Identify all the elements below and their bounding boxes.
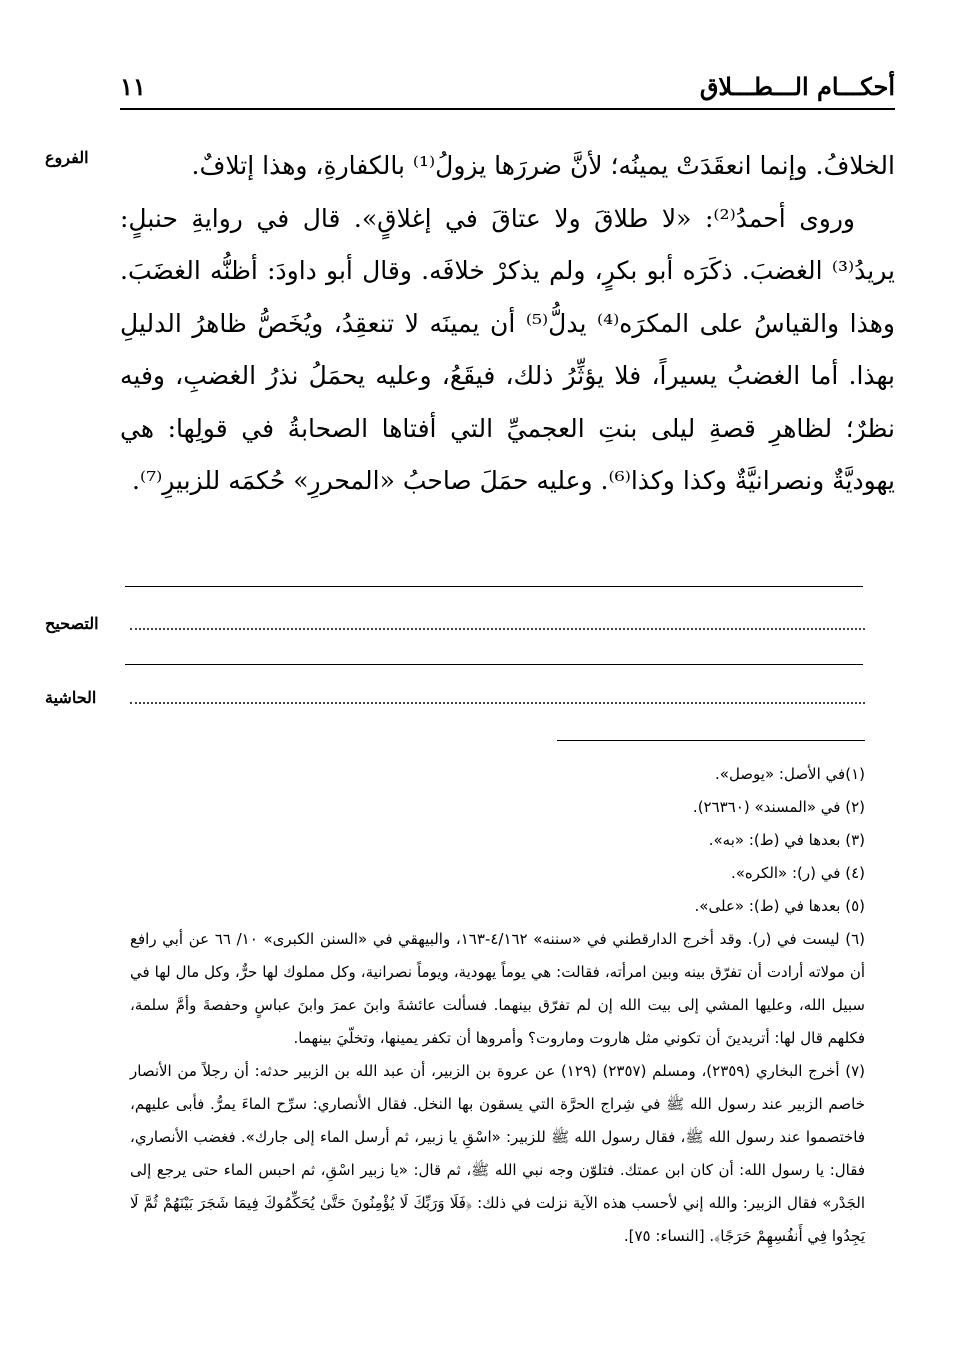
footnote-separator [557,740,865,741]
running-title: أحكـــام الـــطـــلاق [699,72,895,101]
header-rule [120,108,895,110]
footnote: (٥) بعدها في (ط): «على». [694,897,865,915]
main-paragraph: وروى أحمدُ⁽²⁾: «لا طلاقَ ولا عتاقَ في إغلاقٍ». قال في روايةِ حنبلٍ: يريدُ⁽³⁾ الغضبَ. ذكَرَه أبو بكرٍ، ولم يذكرْ خلافَه. وقال أبو داودَ: أظنُّه الغضَبَ. وهذا والقياسُ على المكرَه⁽⁴⁾ يدلُّ⁽⁵⁾ أن يمينَه لا تنعقِدُ، ويُخَصُّ ظاهرُ الدليلِ بهذا. أما الغضبُ يسيراً، فلا يؤثِّرُ ذلك، فيقَعُ، وعليه يحمَلُ نذرُ الغضبِ، وفيه نظرٌ؛ لظاهرِ قصةِ ليلى بنتِ العجميِّ التي أفتاها الصحابةُ في قولِها: هي يهوديَّةٌ ونصرانيَّةٌ وكذا وكذا⁽⁶⁾. وعليه حمَلَ صاحبُ «المحررِ» حُكمَه للزبيرِ⁽⁷⁾. [120,203,896,495]
writing-line [125,586,863,587]
margin-label-annotation: الحاشية [45,688,97,707]
footnotes [130,758,865,1253]
page-header [120,72,895,110]
footnote: (٣) بعدها في (ط): «به». [708,831,865,849]
main-text [120,140,895,508]
footnote: (١)في الأصل: «يوصل». [715,765,865,783]
footnote: (٤) في (ر): «الكره». [730,864,865,882]
dotted-writing-line[interactable] [130,702,865,704]
margin-label-branches: الفروع [45,148,89,167]
main-paragraph: الخلافُ. وإنما انعقَدَتْ يمينُه؛ لأنَّ ضررَها يزولُ⁽¹⁾ بالكفارةِ، وهذا إتلافٌ. [191,151,895,180]
writing-line [125,664,863,665]
footnote: (٦) ليست في (ر). وقد أخرج الدارقطني في «سننه» ٤/١٦٢-١٦٣، والبيهقي في «السنن الكبرى» ١٠/ ٦٦ عن أبي رافع أن مولاته أرادت أن تفرّق بينه وبين امرأته، فقالت: هي يوماً يهودية، ويوماً نصرانية، وكل مملوك لها حرٌّ، وكل مال لها في سبيل الله، وعليها المشي إلى بيت الله إن لم تفرّق بينهما. فسألت عائشةَ وابنَ عمرَ وابنَ عباسٍ وحفصةَ وأمَّ سلمة، فكلهم قال لها: أتريدينَ أن تكوني مثل هاروت وماروت؟ وأمروها أن تكفر يمينها، وتخلّيَ بينهما. [130,930,865,1047]
footnote: (٧) أخرج البخاري (٢٣٥٩)، ومسلم (٢٣٥٧) (١٢٩) عن عروة بن الزبير، أن عبد الله بن الزبير حدثه: أن رجلاً من الأنصار خاصم الزبير عند رسول الله ﷺ في شِراج الحرَّة التي يسقون بها النخل. فقال الأنصاري: سرِّح الماءَ يمرُّ. فأبى عليهم، فاختصموا عند رسول الله ﷺ، فقال رسول الله ﷺ للزبير: «اسْقِ يا زبير، ثم أرسل الماء إلى جارك». فغضب الأنصاري، فقال: يا رسول الله: أن كان ابن عمتك. فتلوّن وجه نبي الله ﷺ، ثم قال: «يا زبير اسْقِ، ثم احبس الماء حتى يرجع إلى الجَدْر» فقال الزبير: والله إني لأحسب هذه الآية نزلت في ذلك: ﴿فَلَا وَرَبِّكَ لَا يُؤْمِنُونَ حَتَّىٰ يُحَكِّمُوكَ فِيمَا شَجَرَ بَيْنَهُمْ ثُمَّ لَا يَجِدُوا فِي أَنفُسِهِمْ حَرَجًا﴾. [النساء: ٧٥]. [130,1062,865,1245]
dotted-writing-line[interactable] [130,628,865,630]
footnote: (٢) في «المسند» (٢٦٣٦٠). [692,798,865,816]
page-number: ١١ [120,72,146,101]
margin-label-correction: التصحيح [45,614,99,633]
